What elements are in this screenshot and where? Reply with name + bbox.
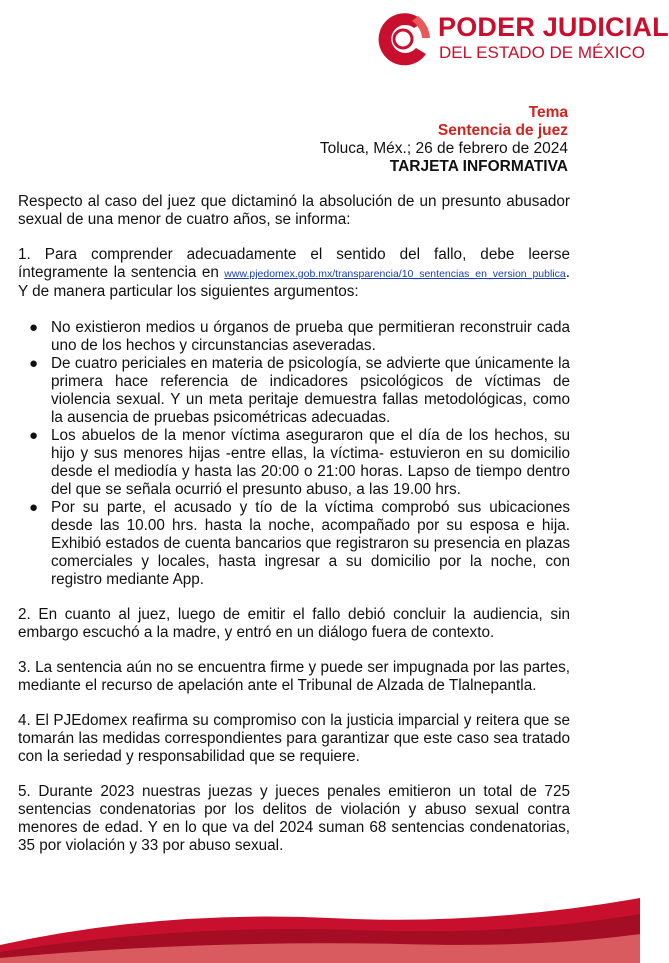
logo-subtitle: DEL ESTADO DE MÉXICO bbox=[439, 43, 645, 62]
emblem-icon bbox=[372, 8, 434, 70]
logo-title: PODER JUDICIAL bbox=[438, 12, 669, 42]
list-item bbox=[29, 355, 570, 427]
point-4: 4. El PJEdomex reafirma su compromiso con la justicia imparcial y reitera que se tomarán las medidas correspondientes para garantizar que este caso sea tratado con la seriedad y responsabilidad que se requiere. bbox=[18, 712, 570, 765]
point-3: 3. La sentencia aún no se encuentra firme y puede ser impugnada por las partes, mediante el recurso de apelación ante el Tribunal de Alzada de Tlalnepantla. bbox=[18, 659, 570, 694]
tema-label: Tema bbox=[528, 104, 568, 121]
list-item-text: Por su parte, el acusado y tío de la víctima comprobó sus ubicaciones desde las 10.00 hrs. hasta la noche, acompañado por su esposa e hija. Exhibió estados de cuenta bancarios que registraron su presencia en plazas comerciales y locales, hasta ingresar a su domicilio por la noche, con registro mediante App. bbox=[51, 499, 570, 588]
intro-paragraph: Respecto al caso del juez que dictaminó la absolución de un presunto abusador sexual de una menor de cuatro años, se informa: bbox=[18, 193, 570, 228]
sentences-link[interactable]: www.pjedomex.gob.mx/transparencia/10_sentencias_en_version_publica bbox=[224, 268, 566, 280]
bullet-icon: ● bbox=[29, 319, 39, 336]
document-body bbox=[18, 193, 570, 872]
footer-decoration bbox=[0, 890, 640, 963]
list-item-text: No existieron medios u órganos de prueba que permitieran reconstruir cada uno de los hechos y circunstancias aseveradas. bbox=[51, 319, 570, 354]
poder-judicial-logo bbox=[372, 8, 669, 70]
list-item-text: De cuatro periciales en materia de psicología, se advierte que únicamente la primera hace referencia de indicadores psicológicos de víctimas de violencia sexual. Y un meta peritaje demuestra fallas metodológicas, como la ausencia de pruebas psicométricas adecuadas. bbox=[51, 355, 570, 426]
bullet-icon: ● bbox=[29, 427, 39, 444]
arguments-list bbox=[18, 319, 570, 589]
point-1-tail: . Y de manera particular los siguientes argumentos: bbox=[18, 264, 570, 300]
point-5: 5. Durante 2023 nuestras juezas y jueces penales emitieron un total de 725 sentencias condenatorias por los delitos de violación y abuso sexual contra menores de edad. Y en lo que va del 2024 suman 68 sentencias condenatorias, 35 por violación y 33 por abuso sexual. bbox=[18, 783, 570, 854]
list-item bbox=[29, 319, 570, 355]
bullet-icon: ● bbox=[29, 355, 39, 372]
point-1 bbox=[18, 246, 570, 301]
point-1-text: 1. Para comprender adecuadamente el sentido del fallo, debe leerse íntegramente la sentencia en bbox=[18, 246, 570, 281]
place-date: Toluca, Méx.; 26 de febrero de 2024 bbox=[319, 140, 568, 157]
document-type: TARJETA INFORMATIVA bbox=[389, 158, 568, 175]
subject-line: Sentencia de juez bbox=[437, 122, 568, 139]
list-item bbox=[29, 427, 570, 499]
list-item-text: Los abuelos de la menor víctima aseguraron que el día de los hechos, su hijo y sus menores hijas -entre ellas, la víctima- estuvieron en su domicilio desde el mediodía y hasta las 20:00 o 21:00 horas. Lapso de tiempo dentro del que se señala ocurrió el presunto abuso, a las 19.00 hrs. bbox=[51, 427, 570, 498]
list-item bbox=[29, 499, 570, 589]
point-2: 2. En cuanto al juez, luego de emitir el fallo debió concluir la audiencia, sin embargo escuchó a la madre, y entró en un diálogo fuera de contexto. bbox=[18, 606, 570, 641]
bullet-icon: ● bbox=[29, 499, 39, 516]
